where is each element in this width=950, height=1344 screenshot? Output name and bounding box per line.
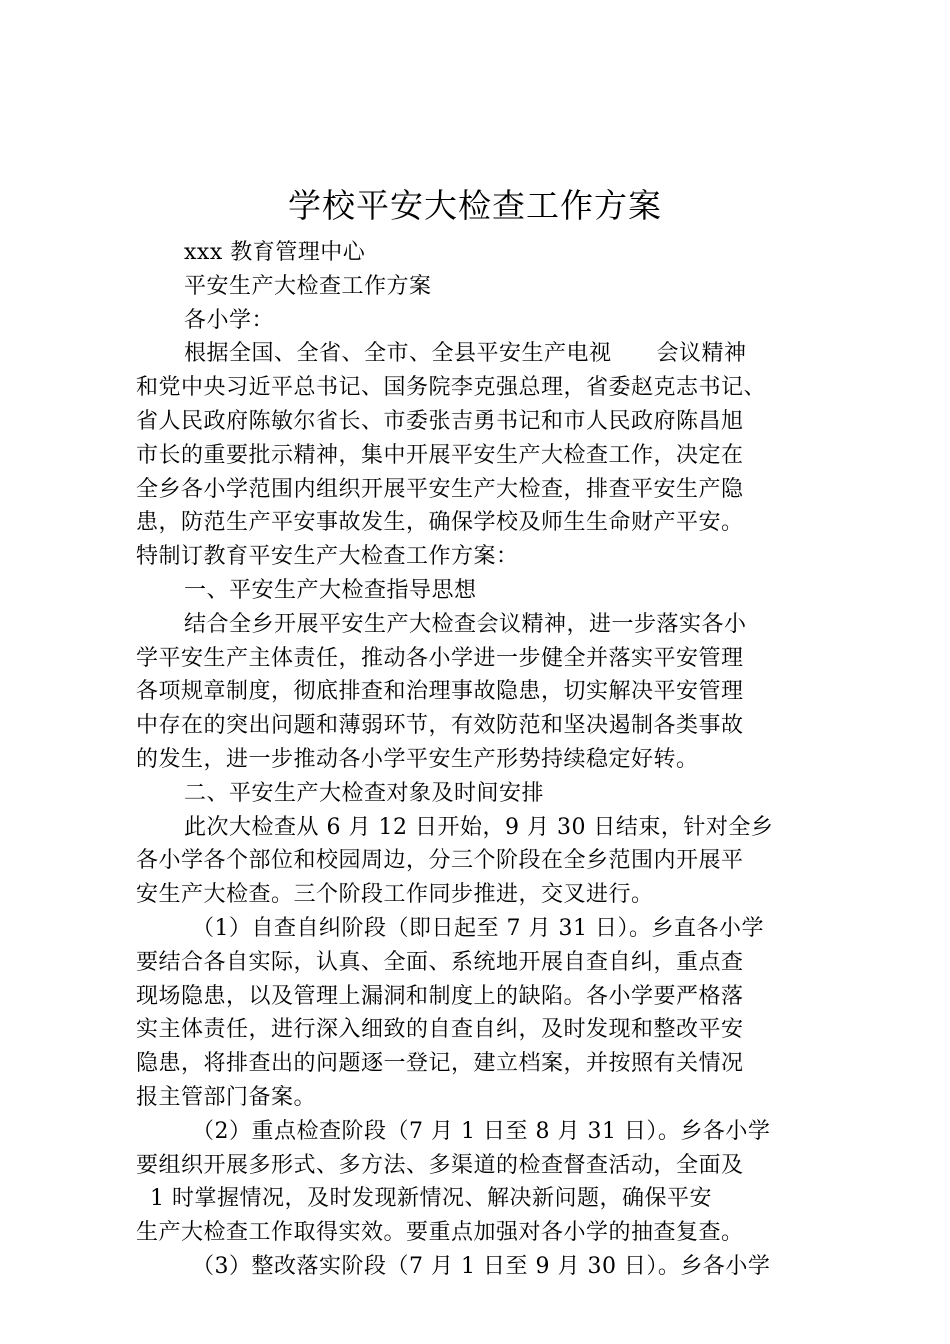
text-line: 此次大检查从 6 月 12 日开始，9 月 30 日结束，针对全乡 <box>184 814 774 840</box>
text-line: 实主体责任，进行深入细致的自查自纠，及时发现和整改平安 <box>136 1017 744 1043</box>
text-line: 全乡各小学范围内组织开展平安生产大检查，排查平安生产隐 <box>136 476 744 502</box>
text-line: 和党中央习近平总书记、国务院李克强总理，省委赵克志书记、 <box>136 375 767 401</box>
text-line: 生产大检查工作取得实效。要重点加强对各小学的抽查复查。 <box>136 1220 744 1246</box>
text-line: 省人民政府陈敏尔省长、市委张吉勇书记和市人民政府陈昌旭 <box>136 408 744 434</box>
document-body <box>136 236 826 1284</box>
text-line: 平安生产大检查工作方案 <box>184 273 432 299</box>
text-line: 各项规章制度，彻底排查和治理事故隐患，切实解决平安管理 <box>136 679 744 705</box>
text-line: 市长的重要批示精神，集中开展平安生产大检查工作，决定在 <box>136 442 744 468</box>
text-line: 的发生，进一步推动各小学平安生产形势持续稳定好转。 <box>136 746 699 772</box>
text-line: 要组织开展多形式、多方法、多渠道的检查督查活动，全面及 <box>136 1152 744 1178</box>
text-line: 各小学各个部位和校园周边，分三个阶段在全乡范围内开展平 <box>136 848 744 874</box>
text-line: 要结合各自实际，认真、全面、系统地开展自查自纠，重点查 <box>136 949 744 975</box>
text-line: 隐患，将排查出的问题逐一登记，建立档案，并按照有关情况 <box>136 1051 744 1077</box>
text-line: 1 时掌握情况，及时发现新情况、解决新问题，确保平安 <box>150 1186 712 1212</box>
text-line: （3）整改落实阶段（7 月 1 日至 9 月 30 日）。乡各小学 <box>192 1253 771 1279</box>
text-line: （1）自查自纠阶段（即日起至 7 月 31 日）。乡直各小学 <box>192 915 764 941</box>
text-line: xxx 教育管理中心 <box>184 240 366 265</box>
text-line: 各小学： <box>184 307 275 333</box>
text-line: 结合全乡开展平安生产大检查会议精神，进一步落实各小 <box>184 611 747 637</box>
text-line: 二、平安生产大检查对象及时间安排 <box>184 780 545 806</box>
text-line: （2）重点检查阶段（7 月 1 日至 8 月 31 日）。乡各小学 <box>192 1118 771 1144</box>
text-line: 特制订教育平安生产大检查工作方案： <box>136 544 519 570</box>
document-title: 学校平安大检查工作方案 <box>288 186 662 225</box>
text-line: 一、平安生产大检查指导思想 <box>184 577 477 603</box>
text-line: 患，防范生产平安事故发生，确保学校及师生生命财产平安。 <box>136 510 744 536</box>
text-line: 中存在的突出问题和薄弱环节，有效防范和坚决遏制各类事故 <box>136 713 744 739</box>
text-line: 报主管部门备案。 <box>136 1084 317 1110</box>
text-line: 安生产大检查。三个阶段工作同步推进，交叉进行。 <box>136 882 654 908</box>
text-line: 学平安生产主体责任，推动各小学进一步健全并落实平安管理 <box>136 645 744 671</box>
text-line: 根据全国、全省、全市、全县平安生产电视 会议精神 <box>184 341 747 367</box>
text-line: 现场隐患，以及管理上漏洞和制度上的缺陷。各小学要严格落 <box>136 983 744 1009</box>
